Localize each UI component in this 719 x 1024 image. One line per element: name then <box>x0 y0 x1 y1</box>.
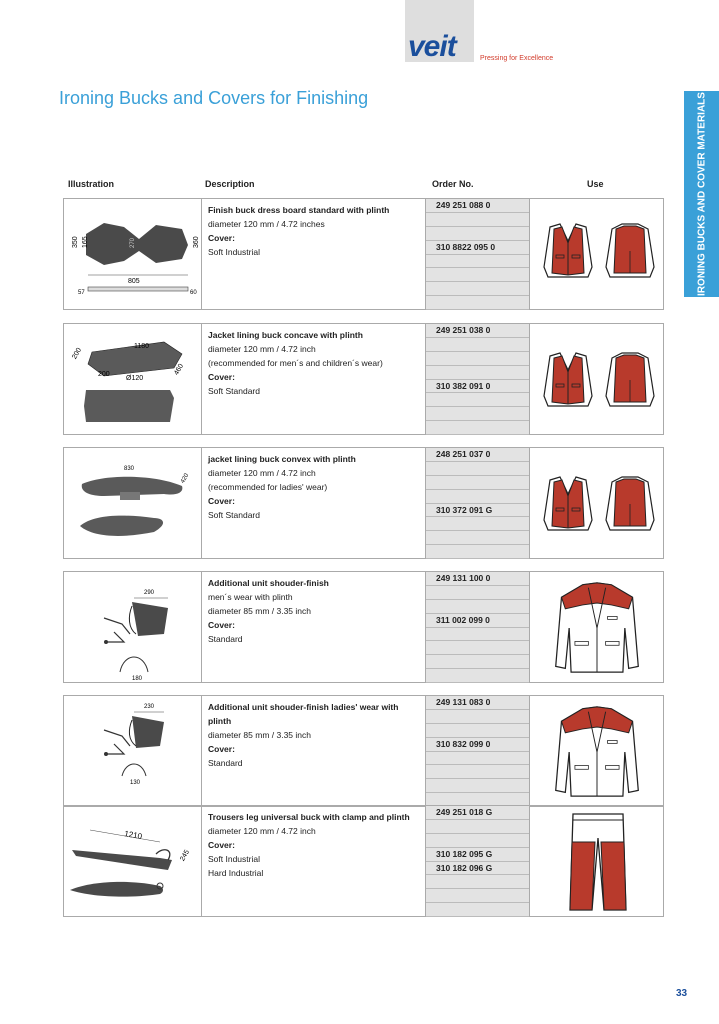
order-number: 249 131 083 0 <box>426 696 529 710</box>
vest-front-icon <box>544 477 592 530</box>
dim-label: 350 <box>72 236 79 248</box>
order-number <box>426 531 529 545</box>
dim-label: 200 <box>71 346 84 361</box>
order-number <box>426 338 529 352</box>
column-header-order: Order No. <box>432 179 474 189</box>
use-illustration <box>528 324 663 434</box>
dim-label: Ø120 <box>126 375 144 382</box>
dim-label: 830 <box>124 466 135 472</box>
cover-material: Soft Standard <box>208 510 260 520</box>
cover-material: Soft Industrial <box>208 247 260 257</box>
order-number: 310 372 091 G <box>426 504 529 518</box>
order-number <box>426 820 529 834</box>
cover-material: Soft Standard <box>208 386 260 396</box>
order-number <box>426 889 529 903</box>
column-header-description: Description <box>205 179 255 189</box>
order-number: 310 8822 095 0 <box>426 241 529 255</box>
cover-label: Cover: <box>208 372 235 382</box>
vest-back-icon <box>606 224 654 277</box>
use-illustration <box>528 199 663 309</box>
vest-front-icon <box>544 224 592 277</box>
order-number: 310 182 095 G <box>426 848 529 862</box>
brand-tagline: Pressing for Excellence <box>480 55 554 62</box>
product-title: Additional unit shouder-finish <box>208 578 329 588</box>
use-illustration <box>528 806 663 916</box>
product-detail: diameter 120 mm / 4.72 inch <box>208 468 316 478</box>
order-number <box>426 545 529 559</box>
order-number <box>426 213 529 227</box>
dim-label: 245 <box>179 848 192 863</box>
order-number <box>426 462 529 476</box>
dim-label: 57 <box>78 290 85 296</box>
product-row-2 <box>63 323 664 435</box>
order-number <box>426 875 529 889</box>
product-row-1 <box>63 198 664 310</box>
order-number <box>426 517 529 531</box>
order-number: 248 251 037 0 <box>426 448 529 462</box>
dim-label: 420 <box>180 472 191 485</box>
order-number <box>426 296 529 310</box>
illustration-shoulder-unit-ladies <box>64 696 202 806</box>
order-number: 249 251 018 G <box>426 806 529 820</box>
order-number: 249 131 100 0 <box>426 572 529 586</box>
product-detail: diameter 120 mm / 4.72 inch <box>208 344 316 354</box>
cover-label: Cover: <box>208 744 235 754</box>
vest-back-icon <box>606 353 654 406</box>
cover-label: Cover: <box>208 496 235 506</box>
page-number: 33 <box>676 988 688 999</box>
product-detail: diameter 85 mm / 3.35 inch <box>208 606 311 616</box>
product-title: jacket lining buck convex with plinth <box>208 454 356 464</box>
dim-label: 360 <box>193 236 200 248</box>
cover-material: Soft Industrial <box>208 854 260 864</box>
order-number <box>426 600 529 614</box>
brand-logo: veit <box>408 30 456 63</box>
product-title: Jacket lining buck concave with plinth <box>208 330 363 340</box>
order-number <box>426 710 529 724</box>
order-numbers <box>425 696 530 806</box>
order-number <box>426 586 529 600</box>
vest-front-icon <box>544 353 592 406</box>
order-number <box>426 641 529 655</box>
product-detail: diameter 120 mm / 4.72 inches <box>208 219 325 229</box>
order-numbers <box>425 199 530 309</box>
order-number: 310 832 099 0 <box>426 738 529 752</box>
product-title: Finish buck dress board standard with plinth <box>208 205 390 215</box>
illustration-dress-board <box>64 199 202 309</box>
product-detail: (recommended for ladies' wear) <box>208 482 328 492</box>
order-number <box>426 352 529 366</box>
order-number <box>426 476 529 490</box>
order-number <box>426 765 529 779</box>
product-title: Additional unit shouder-finish ladies' wear with plinth <box>208 702 399 726</box>
order-number <box>426 407 529 421</box>
order-number <box>426 393 529 407</box>
order-number <box>426 752 529 766</box>
illustration-shoulder-unit-men <box>64 572 202 682</box>
order-numbers <box>425 324 530 434</box>
order-number <box>426 255 529 269</box>
trousers-icon <box>570 814 626 910</box>
cover-material: Standard <box>208 758 243 768</box>
order-number: 310 182 096 G <box>426 862 529 876</box>
dim-label: 180 <box>132 676 143 682</box>
dim-label: 290 <box>144 590 155 596</box>
use-illustration <box>528 696 663 806</box>
cover-label: Cover: <box>208 233 235 243</box>
vest-back-icon <box>606 477 654 530</box>
column-header-illustration: Illustration <box>68 179 115 189</box>
dim-label: 1180 <box>134 343 150 350</box>
cover-label: Cover: <box>208 840 235 850</box>
order-number <box>426 282 529 296</box>
order-numbers <box>425 572 530 682</box>
order-number <box>426 268 529 282</box>
cover-material: Standard <box>208 634 243 644</box>
dim-label: 270 <box>130 237 136 248</box>
product-row-3 <box>63 447 664 559</box>
dim-label: 460 <box>173 362 186 377</box>
dim-label: 200 <box>98 371 110 378</box>
product-row-4 <box>63 571 664 683</box>
dim-label: 1210 <box>123 829 143 842</box>
dim-label: 130 <box>130 780 141 786</box>
product-detail: (recommended for men´s and children´s wear) <box>208 358 383 368</box>
order-number <box>426 903 529 917</box>
order-number: 249 251 088 0 <box>426 199 529 213</box>
order-number <box>426 724 529 738</box>
product-row-6 <box>63 805 664 917</box>
product-detail: men´s wear with plinth <box>208 592 293 602</box>
column-header-use: Use <box>587 179 604 189</box>
illustration-convex-buck <box>64 448 202 558</box>
order-number <box>426 227 529 241</box>
order-number <box>426 834 529 848</box>
dim-label: 165 <box>82 236 89 248</box>
order-number <box>426 490 529 504</box>
use-illustration <box>528 572 663 682</box>
order-number <box>426 421 529 435</box>
order-number: 310 382 091 0 <box>426 380 529 394</box>
order-number: 311 002 099 0 <box>426 614 529 628</box>
cover-material: Hard Industrial <box>208 868 264 878</box>
order-number: 249 251 038 0 <box>426 324 529 338</box>
side-tab-label: IRONING BUCKS AND COVER MATERIALS <box>696 92 707 296</box>
order-number <box>426 669 529 683</box>
use-illustration <box>528 448 663 558</box>
illustration-trousers-buck <box>64 806 202 916</box>
dim-label: 60 <box>190 290 197 296</box>
page-title: Ironing Bucks and Covers for Finishing <box>59 88 369 108</box>
order-numbers <box>425 448 530 558</box>
dim-label: 230 <box>144 704 155 710</box>
product-detail: diameter 120 mm / 4.72 inch <box>208 826 316 836</box>
product-detail: diameter 85 mm / 3.35 inch <box>208 730 311 740</box>
product-row-5 <box>63 695 664 807</box>
side-tab <box>684 91 719 297</box>
jacket-icon <box>556 583 639 672</box>
dim-label: 805 <box>128 278 140 285</box>
illustration-concave-buck <box>64 324 202 434</box>
order-number <box>426 779 529 793</box>
cover-label: Cover: <box>208 620 235 630</box>
product-title: Trousers leg universal buck with clamp and plinth <box>208 812 410 822</box>
order-number <box>426 655 529 669</box>
order-numbers <box>425 806 530 916</box>
order-number <box>426 366 529 380</box>
jacket-icon <box>556 707 639 796</box>
order-number <box>426 628 529 642</box>
